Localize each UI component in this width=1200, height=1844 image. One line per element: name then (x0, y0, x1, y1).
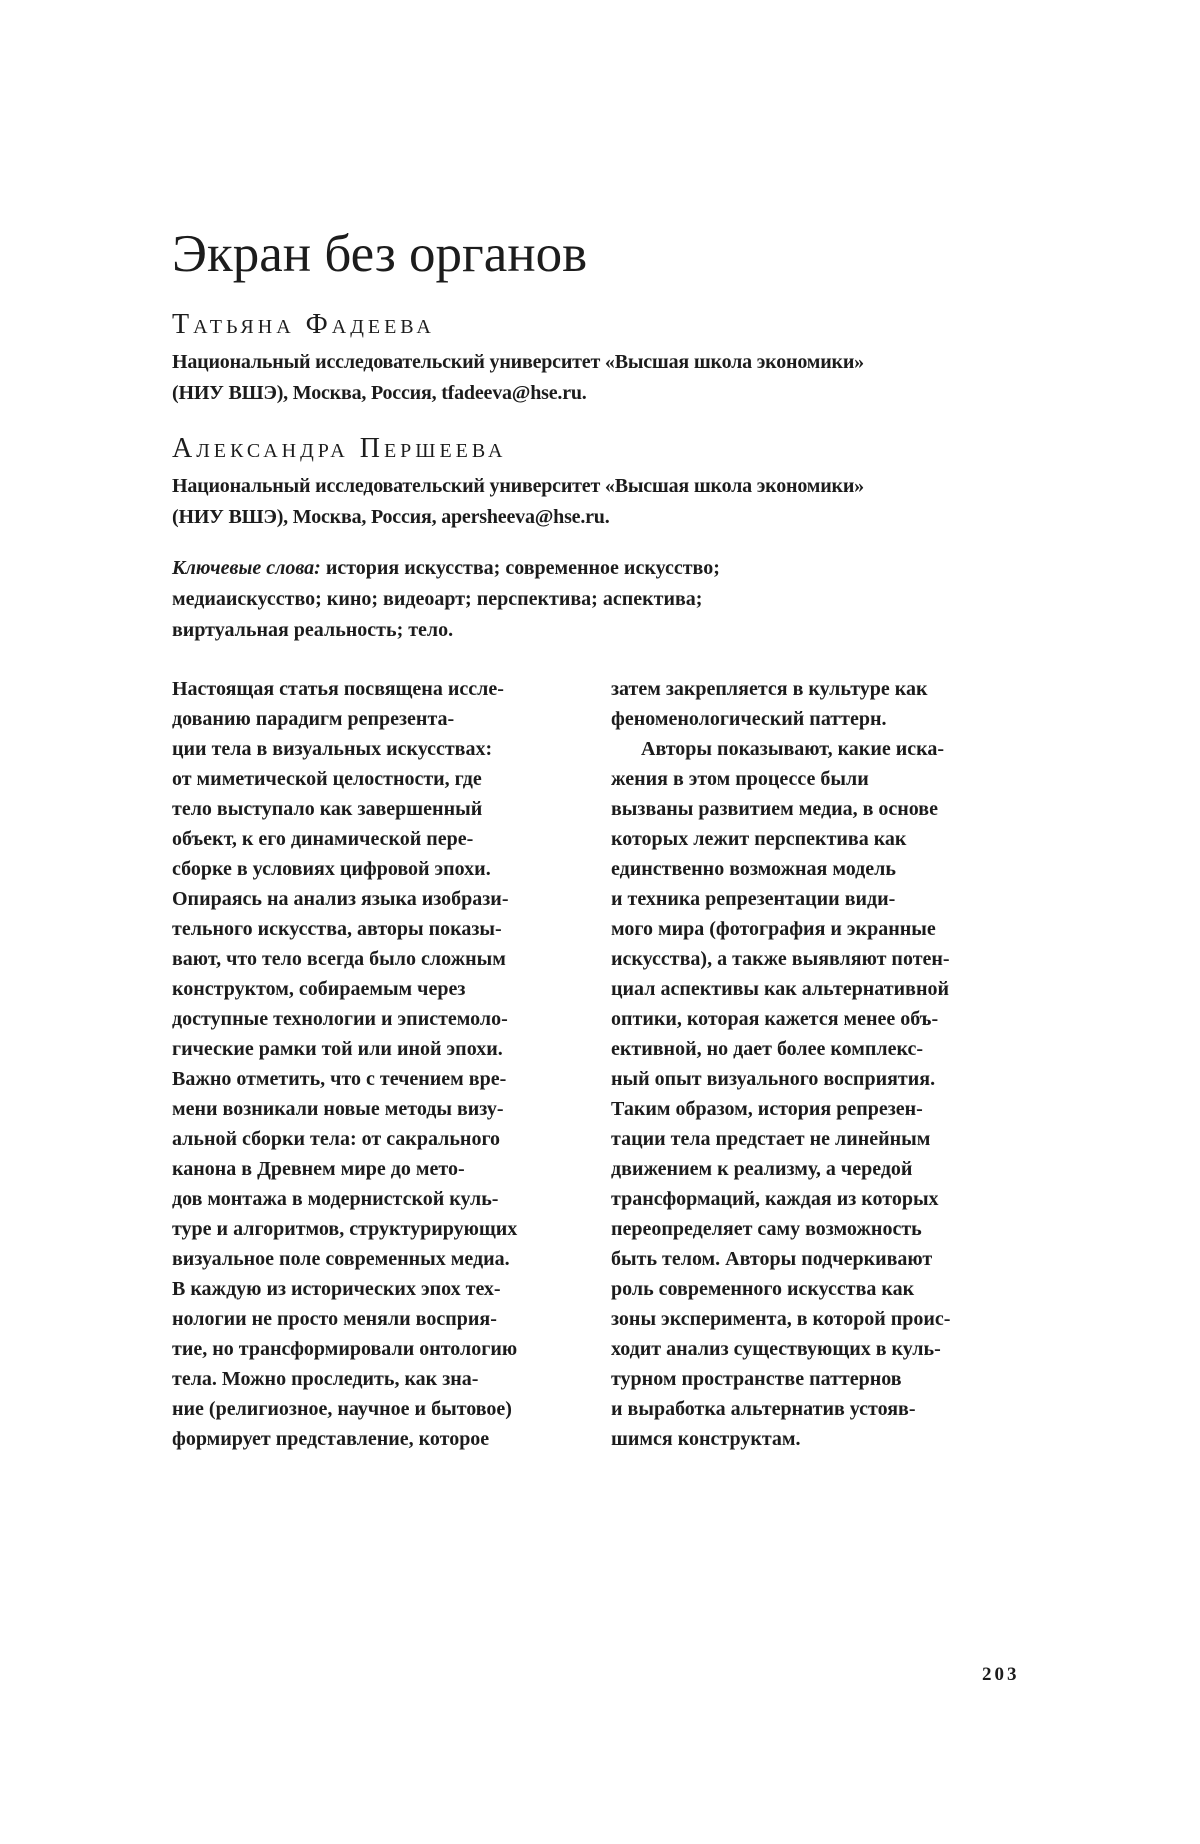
abstract-line: гические рамки той или иной эпохи. (172, 1038, 503, 1060)
author-name-2: Александра Першеева (172, 433, 507, 464)
affiliation-line: Национальный исследовательский университет «Высшая школа экономики» (172, 351, 864, 373)
abstract-line: тельного искусства, авторы показы- (172, 918, 502, 940)
abstract-line: ние (религиозное, научное и бытовое) (172, 1398, 512, 1420)
abstract-line: движением к реализму, а чередой (611, 1158, 913, 1180)
abstract-line: зоны эксперимента, в которой проис- (611, 1308, 951, 1330)
keywords-block (172, 553, 1032, 646)
abstract-line: нологии не просто меняли восприя- (172, 1308, 497, 1330)
abstract-line: которых лежит перспектива как (611, 828, 907, 850)
abstract-line: мого мира (фотография и экранные (611, 918, 936, 940)
author-name-1: Татьяна Фадеева (172, 309, 435, 340)
abstract-line: мени возникали новые методы визу- (172, 1098, 504, 1120)
abstract-line: В каждую из исторических эпох тех- (172, 1278, 501, 1300)
abstract-line: канона в Древнем мире до мето- (172, 1158, 465, 1180)
abstract-line: тело выступало как завершенный (172, 798, 483, 820)
article-title: Экран без органов (172, 225, 588, 283)
abstract-line: ции тела в визуальных искусствах: (172, 738, 493, 760)
author-block-2 (172, 433, 1052, 533)
abstract-line: дов монтажа в модернистской куль- (172, 1188, 499, 1210)
abstract-line: единственно возможная модель (611, 858, 896, 880)
abstract-line: тела. Можно проследить, как зна- (172, 1368, 479, 1390)
page-number: 203 (982, 1664, 1020, 1685)
abstract-line: циал аспективы как альтернативной (611, 978, 949, 1000)
abstract-line: тации тела предстает не линейным (611, 1128, 931, 1150)
abstract-line: дованию парадигм репрезента- (172, 708, 455, 730)
author-affiliation-2 (172, 471, 1052, 533)
abstract-line: конструктом, собираемым через (172, 978, 466, 1000)
abstract-line: Настоящая статья посвящена иссле- (172, 678, 504, 700)
abstract-line: феноменологический паттерн. (611, 708, 887, 730)
abstract-line: и выработка альтернатив устояв- (611, 1398, 916, 1420)
abstract-line: альной сборки тела: от сакрального (172, 1128, 501, 1150)
abstract-line: быть телом. Авторы подчеркивают (611, 1248, 933, 1270)
abstract-line: и техника репрезентации види- (611, 888, 896, 910)
abstract-line: переопределяет саму возможность (611, 1218, 922, 1240)
abstract-left-column (172, 674, 592, 1454)
abstract-line: туре и алгоритмов, структурирующих (172, 1218, 518, 1240)
affiliation-line: Национальный исследовательский университет «Высшая школа экономики» (172, 475, 864, 497)
keywords-text: история искусства; современное искусство; (320, 557, 720, 579)
author-affiliation-1 (172, 347, 1052, 409)
abstract-line: от миметической целостности, где (172, 768, 482, 790)
abstract-line: роль современного искусства как (611, 1278, 915, 1300)
abstract-line: тие, но трансформировали онтологию (172, 1338, 518, 1360)
abstract-line: объект, к его динамической пере- (172, 828, 474, 850)
abstract-line: ходит анализ существующих в куль- (611, 1338, 941, 1360)
keywords-line: виртуальная реальность; тело. (172, 619, 454, 641)
abstract-line: ный опыт визуального восприятия. (611, 1068, 936, 1090)
keywords-label: Ключевые слова: (172, 557, 321, 579)
abstract-line: вают, что тело всегда было сложным (172, 948, 506, 970)
abstract-line: затем закрепляется в культуре как (611, 678, 928, 700)
affiliation-line: (НИУ ВШЭ), Москва, Россия, tfadeeva@hse.ru. (172, 382, 587, 404)
abstract-line: оптики, которая кажется менее объ- (611, 1008, 939, 1030)
abstract-line: Авторы показывают, какие иска- (641, 738, 945, 760)
abstract-line: Важно отметить, что с течением вре- (172, 1068, 507, 1090)
abstract-right-column (611, 674, 1031, 1454)
abstract-line: Таким образом, история репрезен- (611, 1098, 923, 1120)
abstract-line: формирует представление, которое (172, 1428, 490, 1450)
abstract-line: турном пространстве паттернов (611, 1368, 902, 1390)
abstract-line: визуальное поле современных медиа. (172, 1248, 510, 1270)
abstract-line: Опираясь на анализ языка изобрази- (172, 888, 509, 910)
author-block-1 (172, 309, 1052, 409)
abstract-line: трансформаций, каждая из которых (611, 1188, 939, 1210)
abstract-line: сборке в условиях цифровой эпохи. (172, 858, 491, 880)
abstract-line: ективной, но дает более комплекс- (611, 1038, 924, 1060)
keywords-line: медиаискусство; кино; видеоарт; перспектива; аспектива; (172, 588, 703, 610)
abstract-line: шимся конструктам. (611, 1428, 801, 1450)
abstract-line: жения в этом процессе были (611, 768, 869, 790)
abstract-line: доступные технологии и эпистемоло- (172, 1008, 508, 1030)
abstract-line: искусства), а также выявляют потен- (611, 948, 950, 970)
affiliation-line: (НИУ ВШЭ), Москва, Россия, apersheeva@hse.ru. (172, 506, 610, 528)
abstract-line: вызваны развитием медиа, в основе (611, 798, 938, 820)
keywords-line (172, 553, 1032, 584)
